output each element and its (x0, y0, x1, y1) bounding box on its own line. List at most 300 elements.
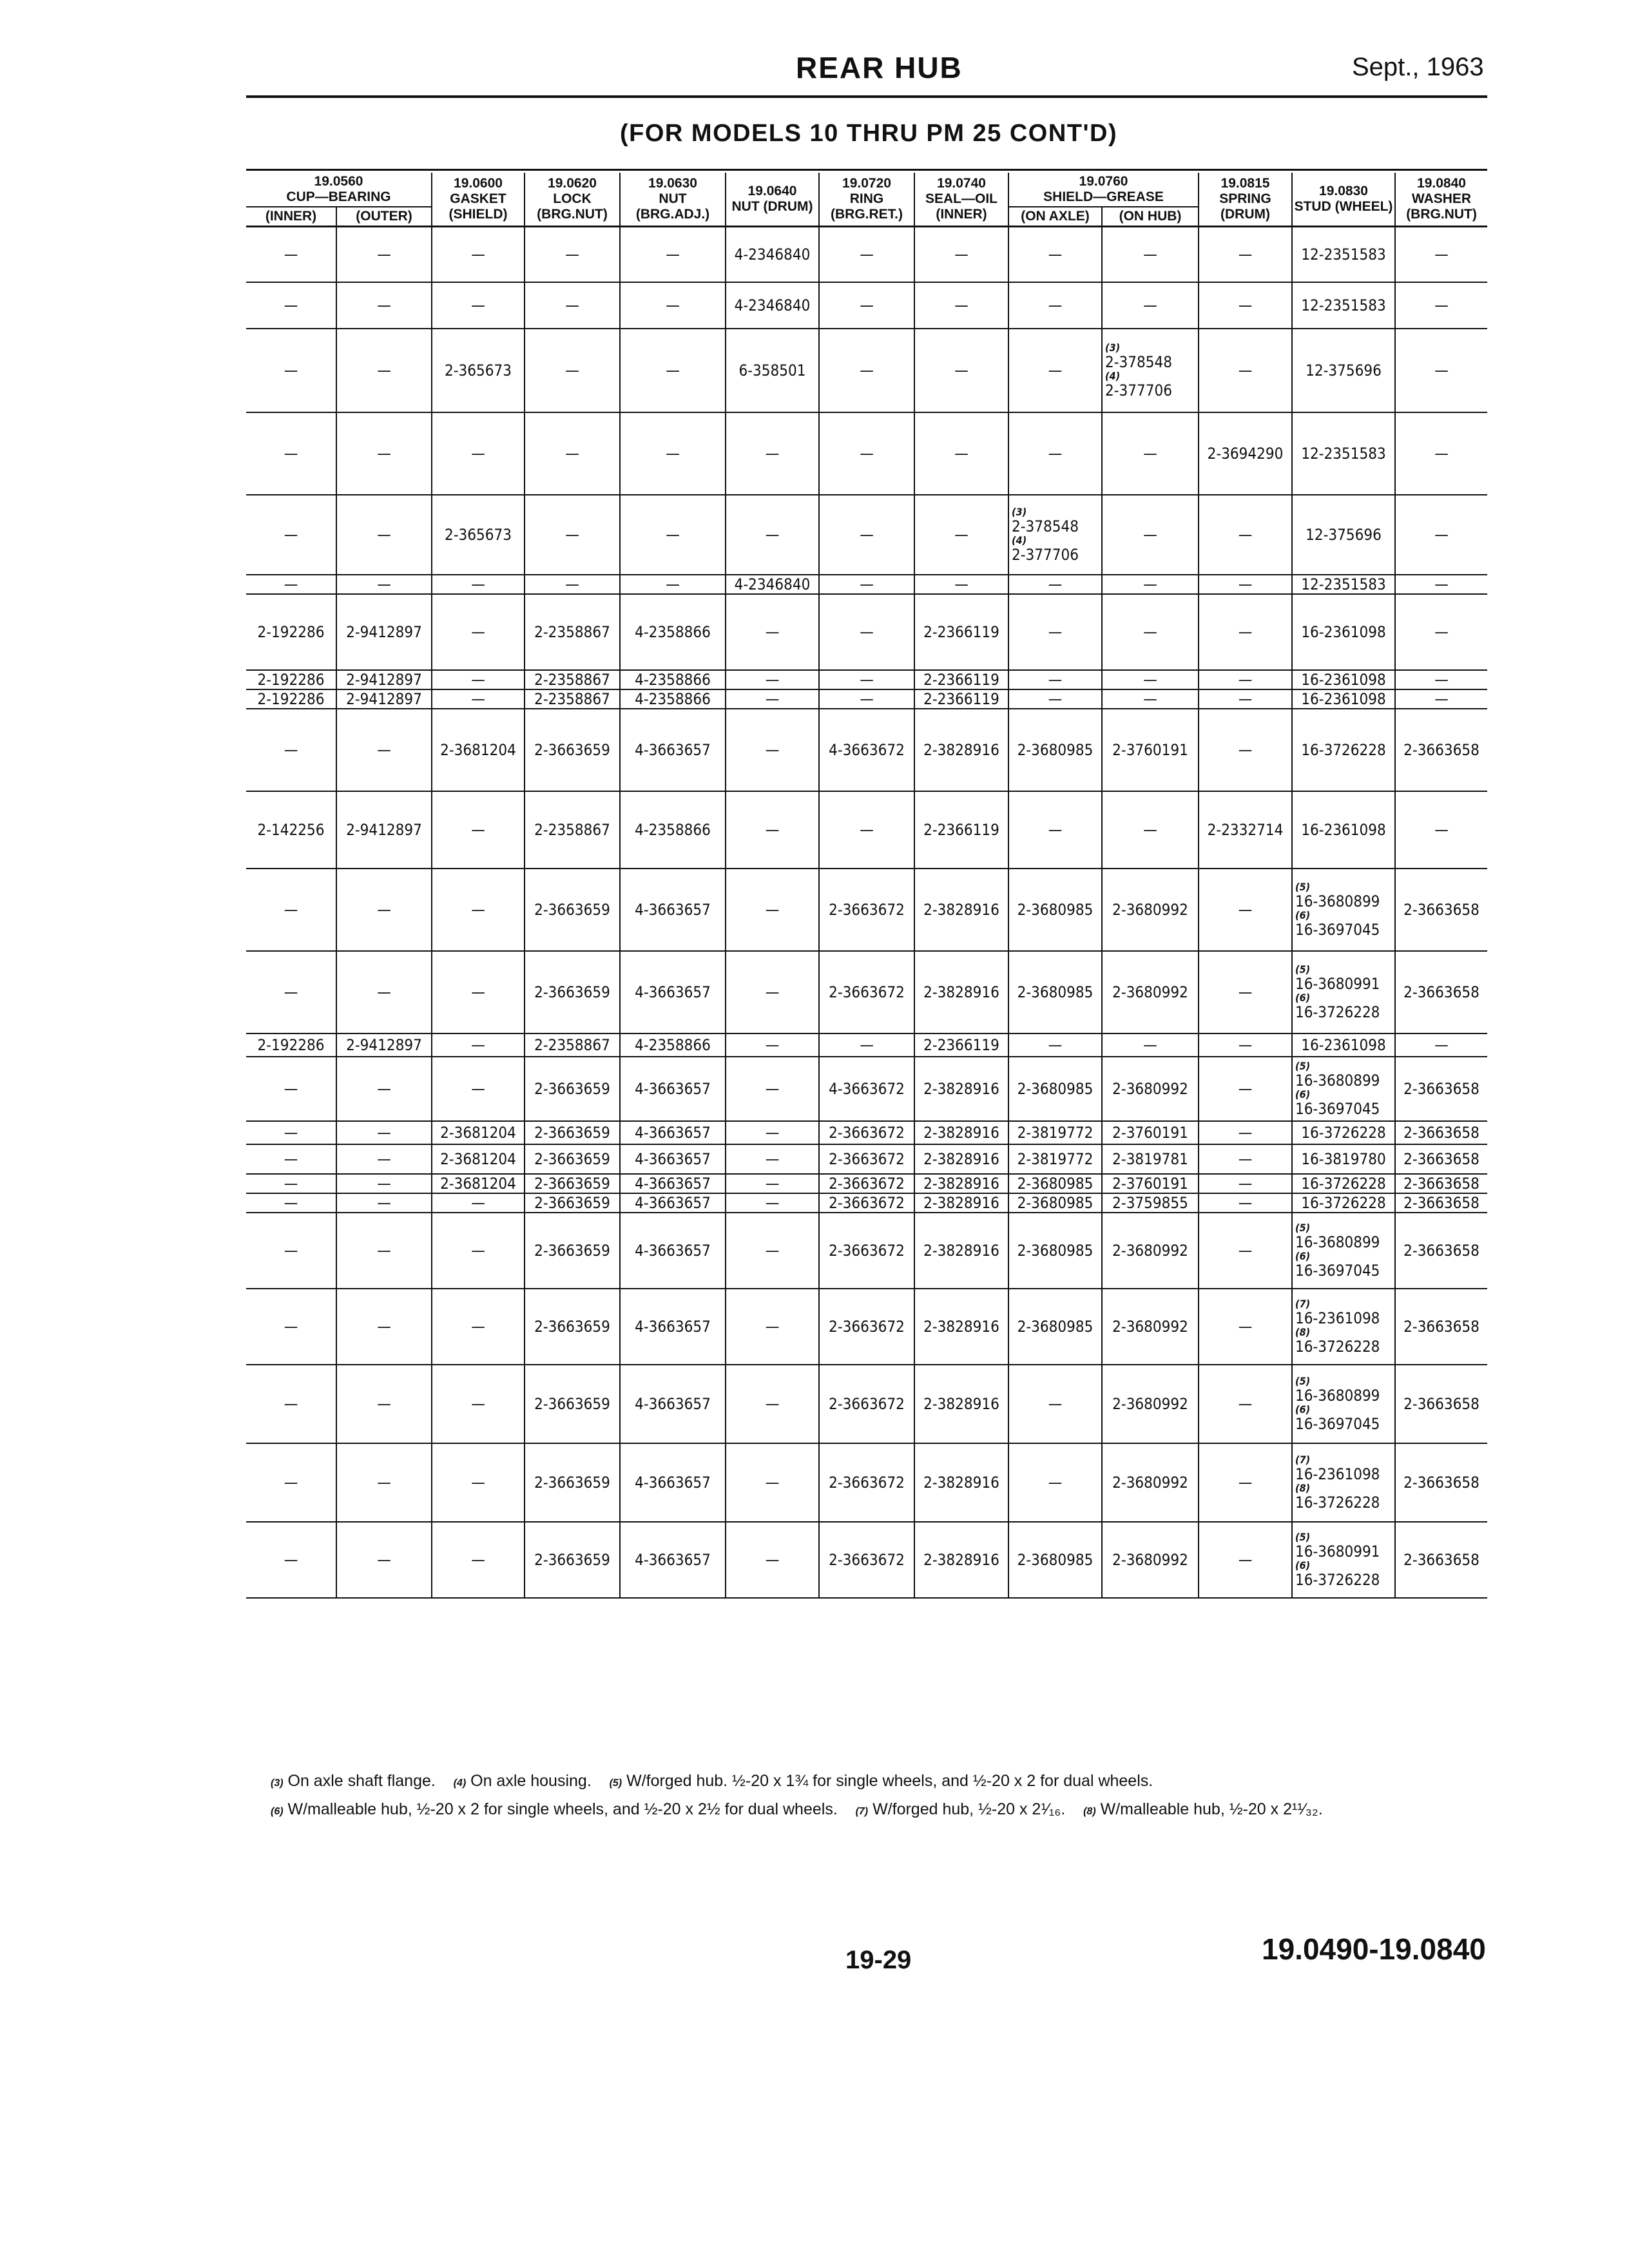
table-cell: — (1008, 791, 1102, 869)
table-cell: — (1008, 329, 1102, 412)
table-cell: — (246, 1289, 336, 1365)
table-cell: — (1199, 227, 1292, 282)
col-header-spring: 19.0815 SPRING (DRUM) (1199, 173, 1292, 227)
table-cell: — (246, 227, 336, 282)
table-cell: 2-2366119 (914, 670, 1008, 689)
table-cell (1102, 329, 1199, 412)
table-cell (1292, 1289, 1395, 1365)
table-cell: 2-192286 (246, 670, 336, 689)
table-cell: — (1395, 791, 1487, 869)
table-cell: — (726, 709, 819, 791)
table-cell (1292, 1213, 1395, 1289)
subheader-on-hub: (ON HUB) (1102, 207, 1199, 227)
table-row (246, 1443, 1487, 1522)
table-cell: 2-3663658 (1395, 1144, 1487, 1174)
table-row (246, 412, 1487, 495)
table-cell: — (1102, 1033, 1199, 1057)
table-cell: — (726, 791, 819, 869)
footnote-ref: (7) (1295, 1453, 1311, 1466)
table-cell: 2-3759855 (1102, 1193, 1199, 1213)
table-cell: 2-3828916 (914, 1057, 1008, 1121)
page-date: Sept., 1963 (1352, 53, 1484, 81)
table-cell: 2-3663672 (819, 1522, 914, 1598)
table-cell: — (1008, 1033, 1102, 1057)
table-cell: 2-3680985 (1008, 709, 1102, 791)
table-cell: — (914, 329, 1008, 412)
table-cell (1292, 1365, 1395, 1443)
table-cell: — (336, 575, 432, 594)
table-row (246, 227, 1487, 282)
table-cell: — (432, 869, 525, 951)
footnote-ref: (3) (1105, 341, 1121, 354)
subheader-on-axle: (ON AXLE) (1008, 207, 1102, 227)
table-cell: 2-3663672 (819, 1193, 914, 1213)
table-cell: 2-3680992 (1102, 1213, 1199, 1289)
table-cell: 2-3663659 (525, 1174, 620, 1193)
table-cell: — (819, 329, 914, 412)
table-cell: 4-3663657 (620, 951, 726, 1033)
parts-table (246, 173, 1487, 1599)
part-number: 16-3697045 (1295, 1099, 1380, 1118)
table-row (246, 1174, 1487, 1193)
part-number: 16-3680899 (1295, 1233, 1380, 1251)
table-cell: 16-3726228 (1292, 1193, 1395, 1213)
footnote-ref: (4) (1105, 369, 1121, 382)
table-cell: 2-3663659 (525, 1121, 620, 1144)
table-cell: — (726, 1443, 819, 1522)
part-number: 16-2361098 (1295, 1465, 1380, 1483)
table-cell: — (1199, 709, 1292, 791)
table-cell: 2-2366119 (914, 791, 1008, 869)
subheader-inner: (INNER) (246, 207, 336, 227)
table-cell: — (432, 1057, 525, 1121)
table-cell: — (336, 1193, 432, 1213)
table-cell: 2-3680985 (1008, 1174, 1102, 1193)
table-row (246, 329, 1487, 412)
table-cell: 2-3663659 (525, 1144, 620, 1174)
table-cell: 2-3663658 (1395, 1365, 1487, 1443)
table-cell: — (336, 1522, 432, 1598)
table-cell: — (726, 670, 819, 689)
table-cell: — (726, 1193, 819, 1213)
footnote-ref: (6) (1295, 991, 1311, 1004)
table-cell: 2-3681204 (432, 1174, 525, 1193)
table-cell: — (726, 1522, 819, 1598)
table-cell: 16-3726228 (1292, 1174, 1395, 1193)
table-cell: 2-3828916 (914, 1121, 1008, 1144)
table-cell: 2-3663672 (819, 1443, 914, 1522)
table-cell: — (1199, 1174, 1292, 1193)
table-cell: — (819, 575, 914, 594)
table-cell: 2-192286 (246, 689, 336, 709)
table-cell (1292, 869, 1395, 951)
table-cell: 2-3663658 (1395, 1522, 1487, 1598)
table-cell: — (1199, 689, 1292, 709)
table-cell: 2-3663659 (525, 1365, 620, 1443)
table-row (246, 495, 1487, 575)
col-header-nut-brg-adj: 19.0630 NUT (BRG.ADJ.) (620, 173, 726, 227)
table-cell: — (1102, 791, 1199, 869)
header-rule (246, 95, 1487, 98)
table-cell: 4-2346840 (726, 282, 819, 329)
footnote-ref: (6) (1295, 1249, 1311, 1262)
table-cell: — (1199, 1193, 1292, 1213)
table-cell: 2-2358867 (525, 791, 620, 869)
part-number: 16-3726228 (1295, 1493, 1380, 1512)
table-cell: — (1395, 670, 1487, 689)
footnote-ref: (5) (1295, 1530, 1311, 1543)
table-cell: 2-3663659 (525, 1193, 620, 1213)
table-row (246, 1213, 1487, 1289)
table-cell: — (336, 1443, 432, 1522)
footnote-line-2 (271, 1796, 1323, 1825)
table-cell: 16-2361098 (1292, 689, 1395, 709)
table-cell: — (819, 412, 914, 495)
table-cell: 2-9412897 (336, 689, 432, 709)
table-cell: 2-3663659 (525, 1522, 620, 1598)
table-cell: — (336, 1289, 432, 1365)
table-cell: 2-3694290 (1199, 412, 1292, 495)
table-cell: — (246, 1174, 336, 1193)
table-cell: 2-2332714 (1199, 791, 1292, 869)
col-header-seal-oil: 19.0740 SEAL—OIL (INNER) (914, 173, 1008, 227)
table-cell: 4-3663657 (620, 1213, 726, 1289)
table-cell: 2-3681204 (432, 1144, 525, 1174)
table-cell: — (726, 1121, 819, 1144)
footnote-ref: (3) (1012, 505, 1027, 518)
footnote-8-text: W/malleable hub, ½-20 x 2¹¹⁄₃₂. (1100, 1800, 1323, 1818)
table-cell: 16-2361098 (1292, 594, 1395, 670)
table-cell: 2-3680992 (1102, 951, 1199, 1033)
table-cell: — (432, 282, 525, 329)
table-cell: 2-2366119 (914, 1033, 1008, 1057)
table-cell: 2-3681204 (432, 1121, 525, 1144)
table-cell: 4-2358866 (620, 689, 726, 709)
table-cell: 2-142256 (246, 791, 336, 869)
table-row (246, 689, 1487, 709)
table-cell: 2-3819781 (1102, 1144, 1199, 1174)
footnote-ref: (5) (1295, 1059, 1311, 1072)
part-number: 16-3697045 (1295, 920, 1380, 939)
table-cell: — (1008, 594, 1102, 670)
table-cell: — (246, 1057, 336, 1121)
table-cell: — (1199, 1033, 1292, 1057)
table-cell: 2-3819772 (1008, 1121, 1102, 1144)
table-cell: 2-192286 (246, 594, 336, 670)
footnote-3-text: On axle shaft flange. (287, 1772, 436, 1790)
table-cell: — (246, 1443, 336, 1522)
table-cell: — (432, 670, 525, 689)
table-cell: — (1199, 495, 1292, 575)
table-row (246, 1121, 1487, 1144)
table-cell: 2-3663659 (525, 709, 620, 791)
table-cell: — (1199, 951, 1292, 1033)
footnote-ref: (6) (1295, 1403, 1311, 1416)
table-cell: 2-3663658 (1395, 951, 1487, 1033)
table-cell: 2-3680985 (1008, 951, 1102, 1033)
table-cell: 2-3680985 (1008, 1522, 1102, 1598)
footnote-ref: (8) (1295, 1325, 1311, 1338)
part-number: 16-3680991 (1295, 1542, 1380, 1561)
table-cell: — (246, 329, 336, 412)
table-row (246, 709, 1487, 791)
table-cell: — (246, 495, 336, 575)
table-cell: — (620, 282, 726, 329)
table-cell: — (726, 495, 819, 575)
col-header-stud: 19.0830 STUD (WHEEL) (1292, 173, 1395, 227)
table-cell: — (726, 1144, 819, 1174)
table-cell: — (246, 1121, 336, 1144)
table-cell: 2-2366119 (914, 689, 1008, 709)
table-cell: 2-365673 (432, 495, 525, 575)
table-cell: — (246, 412, 336, 495)
table-row (246, 1289, 1487, 1365)
table-cell: 2-3680992 (1102, 1057, 1199, 1121)
table-cell: — (1199, 1365, 1292, 1443)
table-cell: — (246, 1365, 336, 1443)
table-cell: 2-3828916 (914, 1144, 1008, 1174)
subheader-outer: (OUTER) (336, 207, 432, 227)
table-cell: — (1199, 1057, 1292, 1121)
table-cell: 2-9412897 (336, 791, 432, 869)
table-cell: 2-3663672 (819, 951, 914, 1033)
part-number: 16-3697045 (1295, 1261, 1380, 1280)
table-cell: — (1199, 329, 1292, 412)
table-cell: — (726, 1057, 819, 1121)
table-cell: — (432, 689, 525, 709)
col-header-nut-drum: 19.0640 NUT (DRUM) (726, 173, 819, 227)
table-row (246, 1193, 1487, 1213)
table-cell: 2-3680992 (1102, 1365, 1199, 1443)
table-cell: 2-3760191 (1102, 709, 1199, 791)
footnote-5-num: (5) (609, 1778, 622, 1789)
table-cell: 2-3663672 (819, 1174, 914, 1193)
col-header-cup-bearing: 19.0560 CUP—BEARING (286, 174, 391, 204)
col-header-shield-grease: 19.0760 SHIELD—GREASE (1008, 173, 1199, 207)
table-cell: 4-3663672 (819, 1057, 914, 1121)
table-cell: — (726, 1033, 819, 1057)
table-cell: — (246, 1144, 336, 1174)
table-cell: — (336, 1144, 432, 1174)
footnote-ref: (7) (1295, 1297, 1311, 1310)
table-cell: — (336, 1365, 432, 1443)
table-cell: 4-3663657 (620, 1144, 726, 1174)
table-cell: 2-3663672 (819, 1365, 914, 1443)
table-cell: 2-3663672 (819, 1121, 914, 1144)
col-header-gasket: 19.0600 GASKET (SHIELD) (432, 173, 525, 227)
table-cell: — (1008, 670, 1102, 689)
table-cell: 2-3663658 (1395, 1057, 1487, 1121)
table-cell: 2-3828916 (914, 1289, 1008, 1365)
table-cell: — (726, 412, 819, 495)
table-cell: — (726, 1213, 819, 1289)
table-row (246, 1365, 1487, 1443)
table-cell: 4-3663672 (819, 709, 914, 791)
table-cell: — (336, 1121, 432, 1144)
table-cell: — (1199, 1144, 1292, 1174)
table-cell: 2-365673 (432, 329, 525, 412)
part-number: 16-3726228 (1295, 1570, 1380, 1589)
table-cell: 2-3663658 (1395, 709, 1487, 791)
table-cell: 16-3819780 (1292, 1144, 1395, 1174)
table-cell: 2-3663658 (1395, 1174, 1487, 1193)
table-cell: — (1199, 1213, 1292, 1289)
table-cell: 4-2358866 (620, 594, 726, 670)
table-cell: — (819, 791, 914, 869)
table-cell: — (246, 1193, 336, 1213)
table-cell: — (819, 1033, 914, 1057)
table-cell: 2-3680985 (1008, 1289, 1102, 1365)
part-number: 2-377706 (1012, 545, 1079, 564)
footnote-7-text: W/forged hub, ½-20 x 2¹⁄₁₆. (872, 1800, 1066, 1818)
footnote-6-num: (6) (271, 1806, 284, 1817)
part-number: 16-3680899 (1295, 1386, 1380, 1405)
table-row (246, 869, 1487, 951)
table-cell: 2-3663658 (1395, 1121, 1487, 1144)
table-cell: 16-2361098 (1292, 1033, 1395, 1057)
part-number: 16-3726228 (1295, 1003, 1380, 1021)
table-cell: 2-3828916 (914, 1443, 1008, 1522)
table-cell: 4-3663657 (620, 1443, 726, 1522)
page-subtitle: (FOR MODELS 10 THRU PM 25 CONT'D) (620, 120, 1118, 147)
table-cell: — (1395, 689, 1487, 709)
table-cell: — (726, 1289, 819, 1365)
table-cell: 2-3828916 (914, 1193, 1008, 1213)
table-cell: — (432, 227, 525, 282)
table-row (246, 1033, 1487, 1057)
table-row (246, 594, 1487, 670)
table-cell: 2-9412897 (336, 594, 432, 670)
footnote-4-text: On axle housing. (470, 1772, 592, 1790)
table-header-row (246, 173, 1487, 207)
table-row (246, 282, 1487, 329)
table-cell: — (336, 951, 432, 1033)
table-cell: 2-3828916 (914, 709, 1008, 791)
table-cell: — (620, 495, 726, 575)
table-cell: — (1102, 575, 1199, 594)
footnote-ref: (5) (1295, 880, 1311, 893)
table-cell: — (726, 1365, 819, 1443)
table-cell: — (1008, 412, 1102, 495)
table-cell: 2-3680985 (1008, 869, 1102, 951)
table-cell: — (1395, 282, 1487, 329)
table-cell: — (525, 412, 620, 495)
table-cell: — (525, 329, 620, 412)
col-header-washer: 19.0840 WASHER (BRG.NUT) (1395, 173, 1487, 227)
table-cell: 4-3663657 (620, 1174, 726, 1193)
table-cell: — (336, 1057, 432, 1121)
table-cell: — (432, 791, 525, 869)
table-cell: 2-3680985 (1008, 1193, 1102, 1213)
section-code: 19.0490-19.0840 (1262, 1932, 1486, 1966)
table-cell: 12-2351583 (1292, 412, 1395, 495)
table-row (246, 670, 1487, 689)
table-cell: 4-2358866 (620, 670, 726, 689)
table-cell: — (1008, 1443, 1102, 1522)
table-cell: — (432, 1522, 525, 1598)
table-cell: — (246, 709, 336, 791)
table-cell: 2-3663658 (1395, 869, 1487, 951)
table-cell (1292, 1443, 1395, 1522)
table-cell: 2-3681204 (432, 709, 525, 791)
table-cell: — (246, 1213, 336, 1289)
table-top-rule (246, 169, 1487, 171)
table-cell: — (432, 1033, 525, 1057)
footnote-ref: (5) (1295, 1374, 1311, 1387)
footnote-line-1 (271, 1768, 1323, 1796)
table-cell: — (432, 575, 525, 594)
table-cell: 16-2361098 (1292, 670, 1395, 689)
table-cell: 2-9412897 (336, 670, 432, 689)
part-number: 2-377706 (1105, 381, 1172, 399)
table-cell: — (246, 869, 336, 951)
table-cell: 2-3663658 (1395, 1213, 1487, 1289)
footnote-7-num: (7) (855, 1806, 869, 1817)
footnotes (271, 1768, 1323, 1825)
table-cell: 2-3663672 (819, 1289, 914, 1365)
table-cell: — (1395, 575, 1487, 594)
table-cell: — (1199, 670, 1292, 689)
table-cell: — (336, 329, 432, 412)
footnote-ref: (8) (1295, 1481, 1311, 1494)
table-cell: 2-9412897 (336, 1033, 432, 1057)
footnote-ref: (4) (1012, 533, 1027, 546)
footnote-ref: (6) (1295, 1559, 1311, 1571)
table-cell: 2-3663659 (525, 1057, 620, 1121)
table-cell: — (726, 869, 819, 951)
table-cell: — (620, 227, 726, 282)
table-cell: 2-3760191 (1102, 1174, 1199, 1193)
table-cell: — (1199, 594, 1292, 670)
footnote-ref: (5) (1295, 963, 1311, 975)
footnote-3-num: (3) (271, 1778, 284, 1789)
table-cell: 12-2351583 (1292, 227, 1395, 282)
table-body (246, 227, 1487, 1598)
table-cell: — (336, 1174, 432, 1193)
footnote-ref: (5) (1295, 1221, 1311, 1234)
table-cell: — (1102, 594, 1199, 670)
table-cell: — (1008, 689, 1102, 709)
table-cell: — (819, 282, 914, 329)
part-number: 16-3726228 (1295, 1337, 1380, 1356)
table-cell: 4-3663657 (620, 1193, 726, 1213)
table-cell: 2-3828916 (914, 951, 1008, 1033)
table-cell: — (432, 1213, 525, 1289)
table-cell: — (1102, 689, 1199, 709)
table-cell: — (525, 282, 620, 329)
table-cell: 16-3726228 (1292, 1121, 1395, 1144)
table-cell: — (432, 1289, 525, 1365)
table-cell: — (914, 575, 1008, 594)
table-cell: 4-3663657 (620, 1365, 726, 1443)
table-cell: — (726, 951, 819, 1033)
table-cell: 2-3828916 (914, 869, 1008, 951)
table-cell: — (336, 227, 432, 282)
table-cell: — (1395, 1033, 1487, 1057)
table-cell: 4-3663657 (620, 1057, 726, 1121)
table-cell: 4-3663657 (620, 869, 726, 951)
table-cell (1292, 1057, 1395, 1121)
table-cell: 2-3663658 (1395, 1193, 1487, 1213)
table-cell: 4-3663657 (620, 1522, 726, 1598)
table-cell: 2-3680985 (1008, 1213, 1102, 1289)
table-cell: 12-375696 (1292, 495, 1395, 575)
table-cell: — (1102, 282, 1199, 329)
table-cell: — (819, 670, 914, 689)
table-cell: 6-358501 (726, 329, 819, 412)
table-cell: 2-192286 (246, 1033, 336, 1057)
table-cell: — (620, 575, 726, 594)
